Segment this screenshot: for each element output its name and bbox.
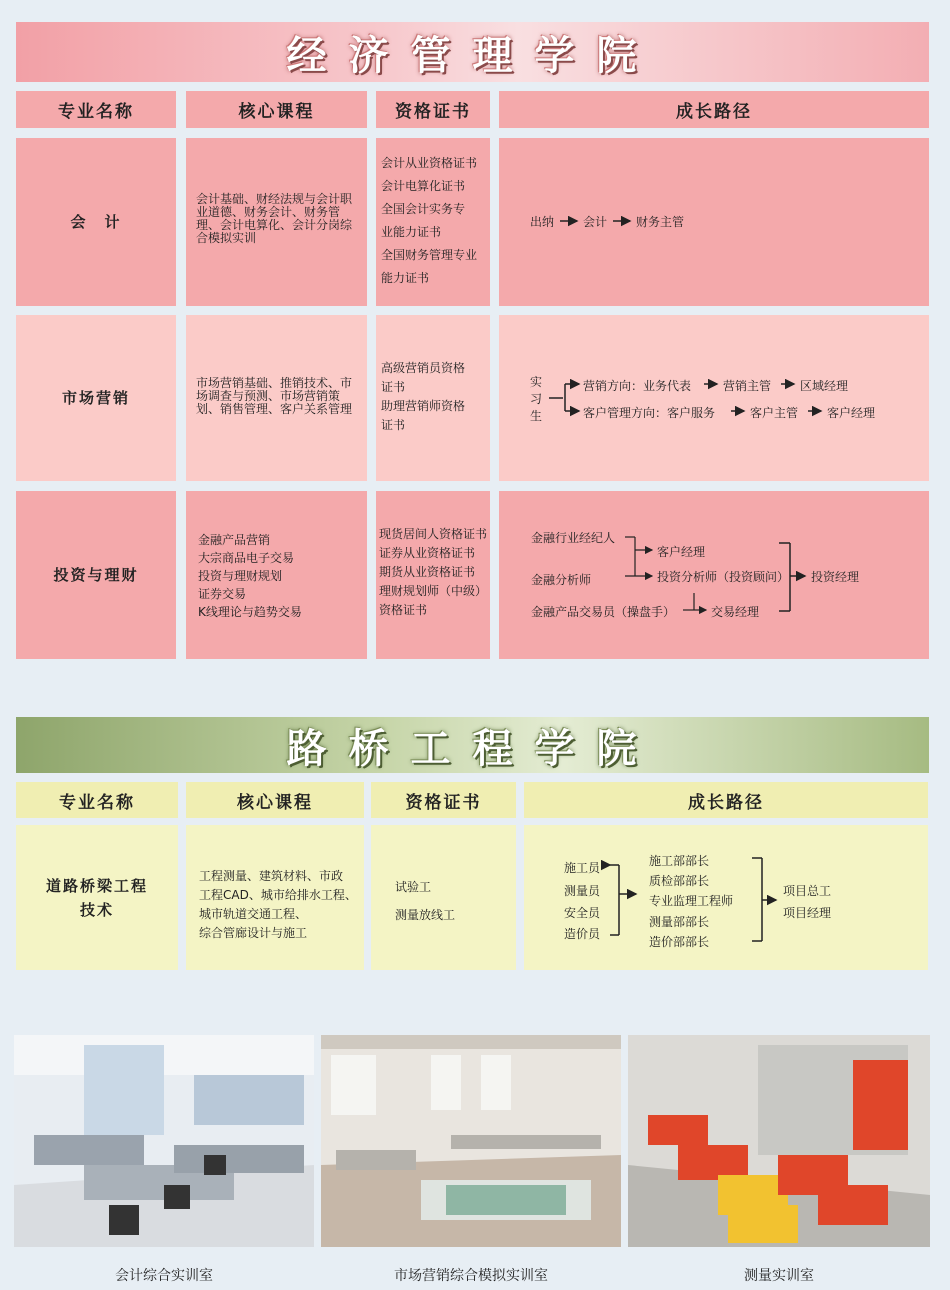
econ-header-certs: 资格证书: [376, 91, 490, 128]
cert-item: 会计电算化证书: [381, 179, 466, 193]
path-node: 项目总工: [783, 884, 832, 898]
finance-path-arrows: [499, 491, 929, 659]
road-header-certs: 资格证书: [371, 782, 516, 818]
path-node: 测量员: [564, 884, 601, 898]
econ-row-finance-path: [499, 491, 929, 659]
cert-item: 现货居间人资格证书: [379, 527, 488, 541]
econ-row-marketing-path: [499, 315, 929, 481]
cert-item: 会计从业资格证书: [381, 156, 478, 170]
photo-accounting-lab: [14, 1035, 314, 1247]
cert-item: 试验工: [395, 880, 432, 894]
road-banner: [16, 717, 929, 773]
econ-row-accounting-certs: [376, 138, 490, 306]
cert-item: 期货从业资格证书: [379, 565, 476, 579]
road-path-arrows: [524, 825, 928, 970]
road-header-major: 专业名称: [16, 782, 178, 818]
marketing-courses: 市场营销基础、推销技术、市场调查与预测、市场营销策划、销售管理、客户关系管理: [196, 376, 353, 416]
cert-item: 证书: [381, 418, 406, 432]
marketing-lab-illustration: [321, 1035, 621, 1247]
path-node: 生: [530, 409, 543, 423]
road-title: 路桥工程学院: [286, 724, 659, 772]
path-node: 实: [530, 375, 543, 389]
path-node: 测量部部长: [649, 915, 710, 929]
cert-item: 证券从业资格证书: [379, 546, 476, 560]
accounting-path-arrows: [499, 138, 929, 306]
road-row-courses: [186, 825, 364, 970]
course-item: 城市轨道交通工程、: [199, 907, 308, 921]
course-item: 金融产品营销: [198, 533, 271, 547]
path-node: 金融分析师: [531, 573, 592, 587]
path-node: 施工员: [564, 861, 601, 875]
photo-marketing-lab: [321, 1035, 621, 1247]
path-node: 投资经理: [811, 570, 860, 584]
econ-header-path: 成长路径: [499, 91, 929, 128]
path-node: 营销主管: [723, 379, 772, 393]
cert-item: 证书: [381, 380, 406, 394]
path-node: 客户管理方向：客户服务: [583, 406, 716, 420]
econ-row-accounting-name: 会 计: [16, 138, 176, 306]
photo-caption: 会计综合实训室: [115, 1268, 213, 1284]
path-node: 会计: [583, 215, 608, 229]
path-node: 金融产品交易员（操盘手）: [531, 605, 676, 619]
road-row-path: [524, 825, 928, 970]
road-row-certs: [371, 825, 516, 970]
course-item: 工程测量、建筑材料、市政: [199, 869, 344, 883]
survey-lab-illustration: [628, 1035, 930, 1247]
econ-row-marketing-certs: [376, 315, 490, 481]
econ-row-marketing-name: 市场营销: [16, 315, 176, 481]
course-item: 大宗商品电子交易: [198, 551, 295, 565]
photo-survey-lab: [628, 1035, 930, 1247]
road-row-name-line1: 道路桥梁工程: [45, 876, 148, 895]
econ-row-finance-name: 投资与理财: [16, 491, 176, 659]
cert-item: 测量放线工: [395, 908, 456, 922]
path-node: 造价员: [564, 927, 601, 941]
road-header-courses: 核心课程: [186, 782, 364, 818]
path-node: 区域经理: [800, 379, 849, 393]
path-node: 安全员: [564, 906, 601, 920]
marketing-path-arrows: [499, 315, 929, 481]
course-item: K线理论与趋势交易: [198, 605, 302, 619]
econ-row-finance-courses: [186, 491, 367, 659]
econ-header-courses: 核心课程: [186, 91, 367, 128]
cert-item: 理财规划师（中级）: [379, 584, 488, 598]
path-node: 习: [530, 392, 543, 406]
cert-item: 业能力证书: [381, 225, 442, 239]
econ-row-accounting-courses-cell: [186, 138, 367, 306]
cert-item: 能力证书: [381, 271, 430, 285]
path-node: 施工部部长: [649, 854, 710, 868]
photo-caption: 测量实训室: [744, 1268, 814, 1284]
cert-item: 全国会计实务专: [381, 202, 466, 216]
path-node: 质检部部长: [649, 874, 710, 888]
course-item: 投资与理财规划: [198, 569, 283, 583]
road-row-name-line2: 技术: [79, 900, 114, 919]
course-item: 工程CAD、城市给排水工程、: [199, 888, 357, 902]
path-node: 投资分析师（投资顾问）: [657, 570, 790, 584]
path-node: 项目经理: [783, 906, 832, 920]
cert-item: 助理营销师资格: [381, 399, 466, 413]
cert-item: 资格证书: [379, 603, 428, 617]
path-node: 客户经理: [657, 545, 706, 559]
road-row-name: [16, 825, 178, 970]
accounting-lab-illustration: [14, 1035, 314, 1247]
course-item: 综合管廊设计与施工: [199, 926, 308, 940]
path-node: 财务主管: [636, 215, 685, 229]
econ-banner: [16, 22, 929, 82]
path-node: 金融行业经纪人: [531, 531, 616, 545]
accounting-courses: 会计基础、财经法规与会计职业道德、财务会计、财务管理、会计电算化、会计分岗综合模拟实训: [196, 192, 353, 245]
cert-item: 全国财务管理专业: [381, 248, 478, 262]
econ-title: 经济管理学院: [286, 31, 659, 79]
econ-row-marketing-courses-cell: [186, 315, 367, 481]
path-node: 客户主管: [750, 406, 799, 420]
econ-row-accounting-path: [499, 138, 929, 306]
course-item: 证券交易: [198, 587, 247, 601]
path-node: 出纳: [530, 215, 555, 229]
econ-row-finance-certs: [376, 491, 490, 659]
path-node: 交易经理: [711, 605, 760, 619]
path-node: 造价部部长: [649, 935, 710, 949]
photo-caption: 市场营销综合模拟实训室: [394, 1268, 548, 1284]
econ-header-major: 专业名称: [16, 91, 176, 128]
path-node: 专业监理工程师: [649, 894, 734, 908]
path-node: 客户经理: [827, 406, 876, 420]
cert-item: 高级营销员资格: [381, 361, 466, 375]
path-node: 营销方向：业务代表: [583, 379, 692, 393]
road-header-path: 成长路径: [524, 782, 928, 818]
